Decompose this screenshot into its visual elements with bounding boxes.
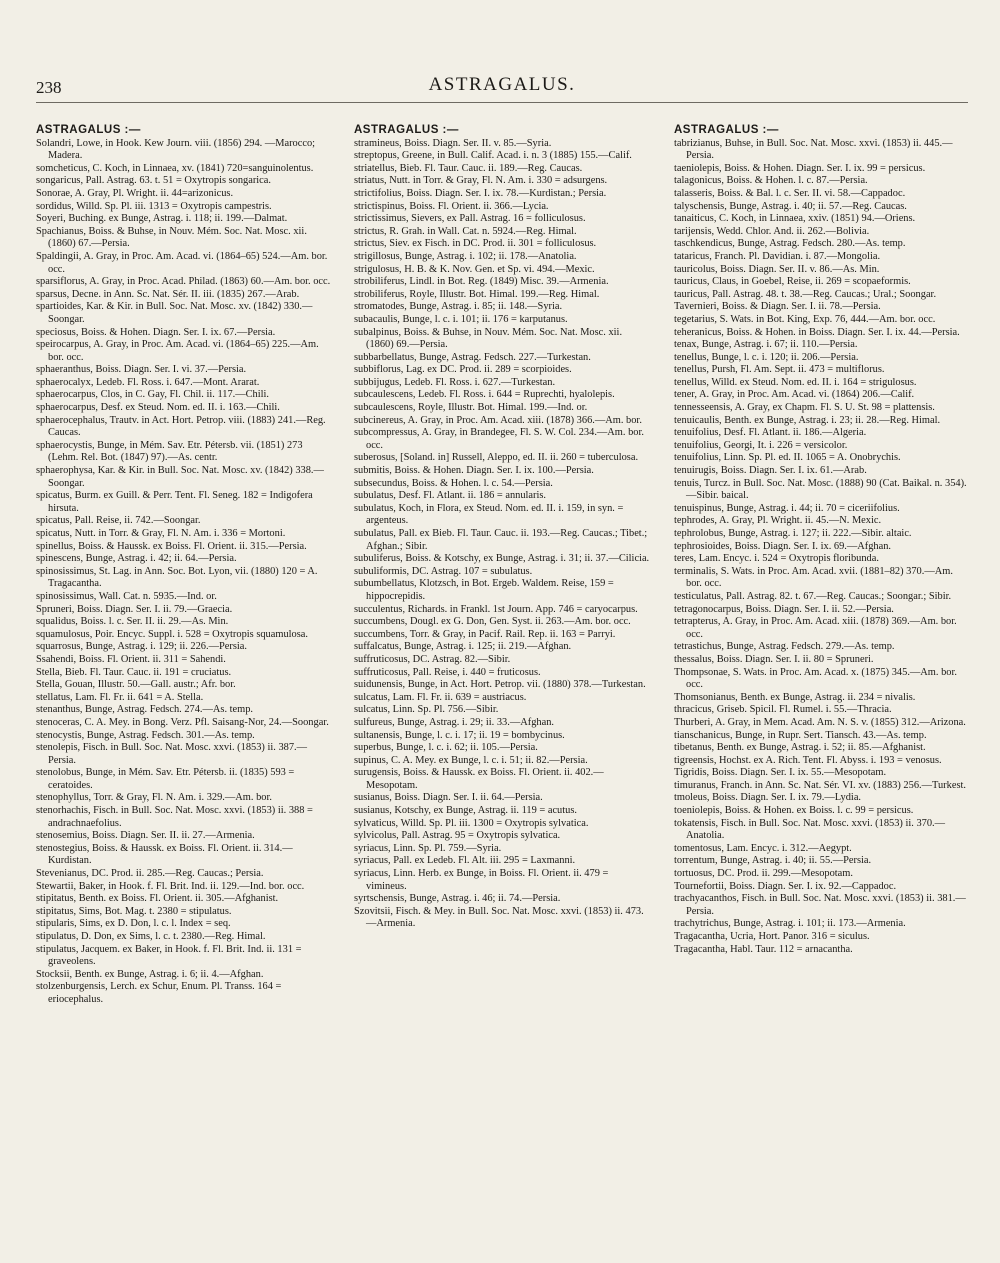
index-entry: stenocystis, Bunge, Astrag. Fedsch. 301.—As. temp. [36,729,255,741]
index-entry: tenuis, Turcz. in Bull. Soc. Nat. Mosc. (1888) 90 (Cat. Baikal. n. 354).—Sibir. baical. [674,477,967,502]
index-entry: spinellus, Boiss. & Haussk. ex Boiss. Fl. Orient. ii. 315.—Persia. [36,540,307,552]
index-entry: tetrastichus, Bunge, Astrag. Fedsch. 279.—As. temp. [674,641,895,653]
index-entry: tetragonocarpus, Boiss. Diagn. Ser. I. ii. 52.—Persia. [674,603,894,615]
index-entry: Tragacantha, Habl. Taur. 112 = arnacantha. [674,943,853,955]
index-entry: suidunensis, Bunge, in Act. Hort. Petrop. vii. (1880) 378.—Turkestan. [354,679,646,691]
index-entry: tarijensis, Wedd. Chlor. And. ii. 262.—Bolivia. [674,225,870,237]
index-entry: supinus, C. A. Mey. ex Bunge, l. c. i. 51; ii. 82.—Persia. [354,754,588,766]
index-entry: spicatus, Pall. Reise, ii. 742.—Soongar. [36,515,201,527]
index-entry: testiculatus, Pall. Astrag. 82. t. 67.—Reg. Caucas.; Soongar.; Sibir. [674,590,952,602]
index-entry: tigreensis, Hochst. ex A. Rich. Tent. Fl. Abyss. i. 193 = venosus. [674,754,942,766]
index-entry: thracicus, Griseb. Spicil. Fl. Rumel. i. 55.—Thracia. [674,704,892,716]
index-entry: sparsiflorus, A. Gray, in Proc. Acad. Philad. (1863) 60.—Am. bor. occ. [36,276,331,288]
index-entry: tanaiticus, C. Koch, in Linnaea, xxiv. (1851) 94.—Oriens. [674,213,916,225]
index-entry: tegetarius, S. Wats. in Bot. King, Exp. 76, 444.—Am. bor. occ. [674,313,936,325]
index-entry: Spaldingii, A. Gray, in Proc. Am. Acad. vi. (1864–65) 524.—Am. bor. occ. [36,250,328,275]
index-entry: syriacus, Linn. Herb. ex Bunge, in Boiss. Fl. Orient. ii. 479 = vimineus. [354,868,609,892]
index-entry: tephrosioides, Boiss. Diagn. Ser. I. ix. 69.—Afghan. [674,540,892,552]
index-entry: spinescens, Bunge, Astrag. i. 42; ii. 64.—Persia. [36,553,237,565]
index-entry: subulatus, Desf. Fl. Atlant. ii. 186 = annularis. [354,490,547,502]
column-heading: ASTRAGALUS :— [36,124,141,136]
index-entry: sphaerocystis, Bunge, in Mém. Sav. Etr. Pétersb. vii. (1851) 273 (Lehm. Rel. Bot. (1847) 97).—As. centr. [36,439,303,464]
index-entry: Thomsonianus, Benth. ex Bunge, Astrag. ii. 234 = nivalis. [674,691,916,703]
index-entry: sultanensis, Bunge, l. c. i. 17; ii. 19 = bombycinus. [354,729,565,741]
index-entry: subuliformis, DC. Astrag. 107 = subulatus. [354,565,533,577]
page-number: 238 [36,78,62,97]
index-entry: syrtschensis, Bunge, Astrag. i. 46; ii. 74.—Persia. [354,893,561,905]
index-entry: somcheticus, C. Koch, in Linnaea, xv. (1841) 720=sanguinolentus. [36,162,314,174]
index-entry: spicatus, Burm. ex Guill. & Perr. Tent. Fl. Seneg. 182 = Indigofera hirsuta. [36,490,313,514]
index-entry: tephrodes, A. Gray, Pl. Wright. ii. 45.—N. Mexic. [674,515,882,527]
index-entry: tibetanus, Benth. ex Bunge, Astrag. i. 52; ii. 85.—Afghanist. [674,742,926,754]
index-entry: strictispinus, Boiss. Fl. Orient. ii. 366.—Lycia. [354,200,549,212]
index-entry: Szovitsii, Fisch. & Mey. in Bull. Soc. Nat. Mosc. xxvi. (1853) ii. 473.—Armenia. [354,905,644,930]
index-entry: subulatus, Pall. ex Bieb. Fl. Taur. Cauc. ii. 193.—Reg. Caucas.; Tibet.; Afghan.; Sibir. [354,528,648,552]
index-entry: surugensis, Boiss. & Haussk. ex Boiss. Fl. Orient. ii. 402.—Mesopotam. [354,767,604,791]
index-entry: stromatodes, Bunge, Astrag. i. 85; ii. 148.—Syria. [354,301,563,313]
index-entry: tataricus, Franch. Pl. Davidian. i. 87.—Mongolia. [674,250,881,262]
column-2 [354,124,650,1244]
index-entry: Stella, Gouan, Illustr. 50.—Gall. austr.; Afr. bor. [36,679,236,691]
index-entry: tabrizianus, Buhse, in Bull. Soc. Nat. Mosc. xxvi. (1853) ii. 445.—Persia. [674,137,953,162]
index-entry: strictus, R. Grah. in Wall. Cat. n. 5924.—Reg. Himal. [354,225,577,237]
index-entry: sylvaticus, Willd. Sp. Pl. iii. 1300 = Oxytropis sylvatica. [354,817,589,829]
index-entry: sphaerophysa, Kar. & Kir. in Bull. Soc. Nat. Mosc. xv. (1842) 338.—Soongar. [36,465,324,489]
running-title: ASTRAGALUS. [428,74,576,95]
index-entry: taschkendicus, Bunge, Astrag. Fedsch. 280.—As. temp. [674,238,906,250]
index-entry: tenuispinus, Bunge, Astrag. i. 44; ii. 70 = ciceriifolius. [674,502,900,514]
index-entry: stipitatus, Benth. ex Boiss. Fl. Orient. ii. 305.—Afghanist. [36,893,279,905]
index-entry: strictifolius, Boiss. Diagn. Ser. I. ix. 78.—Kurdistan.; Persia. [354,187,607,199]
index-entry: tmoleus, Boiss. Diagn. Ser. I. ix. 79.—Lydia. [674,792,862,804]
index-entry: striatellus, Bieb. Fl. Taur. Cauc. ii. 189.—Reg. Caucas. [354,162,583,174]
index-entry: speirocarpus, A. Gray, in Proc. Am. Acad. vi. (1864–65) 225.—Am. bor. occ. [36,339,319,363]
index-entry: striatus, Nutt. in Torr. & Gray, Fl. N. Am. i. 330 = adsurgens. [354,175,608,187]
index-entry: strobiliferus, Royle, Illustr. Bot. Himal. 199.—Reg. Himal. [354,288,600,300]
index-entry: stolzenburgensis, Lerch. ex Schur, Enum. Pl. Transs. 164 = eriocephalus. [36,981,282,1005]
index-entry: subcaulescens, Royle, Illustr. Bot. Himal. 199.—Ind. or. [354,402,588,414]
index-entry: Stocksii, Benth. ex Bunge, Astrag. i. 6; ii. 4.—Afghan. [36,968,264,980]
index-entry: sphaerocarpus, Clos, in C. Gay, Fl. Chil. ii. 117.—Chili. [36,389,270,401]
index-entry: subsecundus, Boiss. & Hohen. l. c. 54.—Persia. [354,477,553,489]
index-entry: subacaulis, Bunge, l. c. i. 101; ii. 176 = karputanus. [354,313,568,325]
index-entry: susianus, Kotschy, ex Bunge, Astrag. ii. 119 = acutus. [354,805,577,817]
index-entry: Sonorae, A. Gray, Pl. Wright. ii. 44=arizonicus. [36,187,234,199]
index-entry: toeniolepis, Boiss. & Hohen. ex Boiss. l. c. 99 = persicus. [674,805,914,817]
index-entry: spinosissimus, St. Lag. in Ann. Soc. Bot. Lyon, vii. (1880) 120 = A. Tragacantha. [36,565,318,590]
index-entry: taeniolepis, Boiss. & Hohen. Diagn. Ser. I. ix. 99 = persicus. [674,162,926,174]
index-entry: stipulatus, Jacquem. ex Baker, in Hook. f. Fl. Brit. Ind. ii. 131 = graveolens. [36,943,302,968]
index-entry: tennesseensis, A. Gray, ex Chapm. Fl. S. U. St. 98 = plattensis. [674,402,935,414]
index-entry: terminalis, S. Wats. in Proc. Am. Acad. xvii. (1881–82) 370.—Am. bor. occ. [674,565,953,590]
page-header [36,70,968,110]
index-entry: stenolepis, Fisch. in Bull. Soc. Nat. Mosc. xxvi. (1853) ii. 387.—Persia. [36,742,308,766]
index-entry: suffruticosus, DC. Astrag. 82.—Sibir. [354,653,511,665]
index-entry: Stewartii, Baker, in Hook. f. Fl. Brit. Ind. ii. 129.—Ind. bor. occ. [36,880,305,892]
index-entry: strigillosus, Bunge, Astrag. i. 102; ii. 178.—Anatolia. [354,250,577,262]
index-entry: stenanthus, Bunge, Astrag. Fedsch. 274.—As. temp. [36,704,254,716]
index-entry: tauricolus, Boiss. Diagn. Ser. II. v. 86.—As. Min. [674,263,880,275]
index-entry: subbarbellatus, Bunge, Astrag. Fedsch. 227.—Turkestan. [354,351,591,363]
index-entry: spicatus, Nutt. in Torr. & Gray, Fl. N. Am. i. 336 = Mortoni. [36,528,286,539]
index-entry: squarrosus, Bunge, Astrag. i. 129; ii. 226.—Persia. [36,641,247,653]
index-entry: sulcatus, Linn. Sp. Pl. 756.—Sibir. [354,704,499,716]
index-entry: subcompressus, A. Gray, in Brandegee, Fl. S. W. Col. 234.—Am. bor. occ. [354,427,644,451]
index-entry: streptopus, Greene, in Bull. Calif. Acad. i. n. 3 (1885) 155.—Calif. [354,150,632,162]
index-entry: tener, A. Gray, in Proc. Am. Acad. vi. (1864) 206.—Calif. [674,389,915,401]
index-entry: tianschanicus, Bunge, in Rupr. Sert. Tiansch. 43.—As. temp. [674,729,927,741]
index-entry: thessalus, Boiss. Diagn. Ser. I. ii. 80 = Spruneri. [674,653,874,665]
index-entry: stenorhachis, Fisch. in Bull. Soc. Nat. Mosc. xxvi. (1853) ii. 388 = andrachnaefolius. [36,805,313,829]
index-entry: tenellus, Pursh, Fl. Am. Sept. ii. 473 = multiflorus. [674,364,885,376]
index-entry: Spruneri, Boiss. Diagn. Ser. I. ii. 79.—Graecia. [36,603,233,615]
index-entry: spartioides, Kar. & Kir. in Bull. Soc. Nat. Mosc. xv. (1842) 330.—Soongar. [36,301,313,325]
index-entry: Soyeri, Buching. ex Bunge, Astrag. i. 118; ii. 199.—Dalmat. [36,213,288,225]
column-1 [36,124,332,1244]
index-entry: tenuifolius, Linn. Sp. Pl. ed. II. 1065 = A. Onobrychis. [674,452,901,464]
index-entry: songaricus, Pall. Astrag. 63. t. 51 = Oxytropis songarica. [36,175,272,187]
index-entry: squalidus, Boiss. l. c. Ser. II. ii. 29.—As. Min. [36,616,229,628]
index-entry: sphaeranthus, Boiss. Diagn. Ser. I. vi. 37.—Persia. [36,364,247,376]
index-entry: subcaulescens, Ledeb. Fl. Ross. i. 644 = Ruprechti, hyalolepis. [354,389,615,401]
index-entry: susianus, Boiss. Diagn. Ser. I. ii. 64.—Persia. [354,792,543,804]
index-entry: tauricus, Claus, in Goebel, Reise, ii. 269 = scopaeformis. [674,276,911,288]
index-entry: Ssahendi, Boiss. Fl. Orient. ii. 311 = Sahendi. [36,653,226,665]
index-entry: stenophyllus, Torr. & Gray, Fl. N. Am. i. 329.—Am. bor. [36,792,272,804]
index-entry: Solandri, Lowe, in Hook. Kew Journ. viii. (1856) 294. —Marocco; Madera. [36,137,316,162]
index-entry: stenosemius, Boiss. Diagn. Ser. II. ii. 27.—Armenia. [36,830,255,842]
index-entry: suffalcatus, Bunge, Astrag. i. 125; ii. 219.—Afghan. [354,641,572,653]
index-entry: stipulatus, D. Don, ex Sims, l. c. t. 2380.—Reg. Himal. [36,931,266,942]
index-entry: subcinereus, A. Gray, in Proc. Am. Acad. xiii. (1878) 366.—Am. bor. [354,414,642,426]
index-entry: talyschensis, Bunge, Astrag. i. 40; ii. 57.—Reg. Caucas. [674,200,907,212]
index-entry: subbiflorus, Lag. ex DC. Prod. ii. 289 = scorpioides. [354,364,572,376]
index-entry: talasseris, Boiss. & Bal. l. c. Ser. II. vi. 58.—Cappadoc. [674,187,906,199]
index-entry: sphaerocephalus, Trautv. in Act. Hort. Petrop. viii. (1883) 241.—Reg. Caucas. [36,414,326,439]
index-entry: sparsus, Decne. in Ann. Sc. Nat. Sér. II. iii. (1835) 267.—Arab. [36,288,300,300]
index-entry: tenellus, Willd. ex Steud. Nom. ed. II. i. 164 = strigulosus. [674,376,917,388]
column-heading: ASTRAGALUS :— [354,124,459,136]
index-entry: succulentus, Richards. in Frankl. 1st Journ. App. 746 = caryocarpus. [354,603,638,615]
index-entry: stipularis, Sims, ex D. Don, l. c. l. Index = seq. [36,918,231,930]
index-entry: Thurberi, A. Gray, in Mem. Acad. Am. N. S. v. (1855) 312.—Arizona. [674,716,966,728]
index-entry: stipitatus, Sims, Bot. Mag. t. 2380 = stipulatus. [36,905,232,917]
index-entry: stenolobus, Bunge, in Mém. Sav. Etr. Pétersb. ii. (1835) 593 = ceratoides. [36,767,295,791]
index-entry: tenuifolius, Desf. Fl. Atlant. ii. 186.—Algeria. [674,427,867,439]
index-entry: tenuirugis, Boiss. Diagn. Ser. I. ix. 61.—Arab. [674,465,867,477]
index-entry: tenuifolius, Georgi, It. i. 226 = versicolor. [674,439,848,451]
index-entry: stellatus, Lam. Fl. Fr. ii. 641 = A. Stella. [36,691,204,703]
index-entry: Spachianus, Boiss. & Buhse, in Nouv. Mém. Soc. Nat. Mosc. xii. (1860) 67.—Persia. [36,225,307,250]
index-entry: strigulosus, H. B. & K. Nov. Gen. et Sp. vi. 494.—Mexic. [354,263,595,275]
index-entry: spinosissimus, Wall. Cat. n. 5935.—Ind. or. [36,590,217,602]
index-entry: sphaerocalyx, Ledeb. Fl. Ross. i. 647.—Mont. Ararat. [36,376,260,388]
index-entry: tetrapterus, A. Gray, in Proc. Am. Acad. xiii. (1878) 369.—Am. bor. occ. [674,616,957,640]
index-entry: superbus, Bunge, l. c. i. 62; ii. 105.—Persia. [354,742,538,754]
index-entry: timuranus, Franch. in Ann. Sc. Nat. Sér. VI. xv. (1883) 256.—Turkest. [674,779,966,791]
index-entry: syriacus, Linn. Sp. Pl. 759.—Syria. [354,842,502,854]
index-entry: tephrolobus, Bunge, Astrag. i. 127; ii. 222.—Sibir. altaic. [674,528,912,539]
index-entry: torrentum, Bunge, Astrag. i. 40; ii. 55.—Persia. [674,855,872,867]
index-entry: subumbellatus, Klotzsch, in Bot. Ergeb. Waldem. Reise, 159 = hippocrepidis. [354,578,614,602]
header-rule [36,102,968,103]
index-entry: Stella, Bieb. Fl. Taur. Cauc. ii. 191 = cruciatus. [36,666,232,678]
index-entry: Tournefortii, Boiss. Diagn. Ser. I. ix. 92.—Cappadoc. [674,880,897,892]
index-entry: subuliferus, Boiss. & Kotschy, ex Bunge, Astrag. i. 31; ii. 37.—Cilicia. [354,553,650,565]
column-3 [674,124,970,1244]
index-entry: Thompsonae, S. Wats. in Proc. Am. Acad. x. (1875) 345.—Am. bor. occ. [674,666,957,691]
index-entry: teres, Lam. Encyc. i. 524 = Oxytropis floribunda. [674,553,879,565]
index-entry: tauricus, Pall. Astrag. 48. t. 38.—Reg. Caucas.; Ural.; Soongar. [674,288,937,300]
index-entry: trachyacanthos, Fisch. in Bull. Soc. Nat. Mosc. xxvi. (1853) ii. 381.—Persia. [674,893,966,917]
index-entry: suffruticosus, Pall. Reise, i. 440 = fruticosus. [354,666,541,678]
index-entry: subbijugus, Ledeb. Fl. Ross. i. 627.—Turkestan. [354,376,556,388]
index-entry: tortuosus, DC. Prod. ii. 299.—Mesopotam. [674,868,853,880]
index-entry: Tragacantha, Ucria, Hort. Panor. 316 = siculus. [674,931,870,942]
index-entry: tenuicaulis, Benth. ex Bunge, Astrag. i. 23; ii. 28.—Reg. Himal. [674,414,941,426]
index-entry: strobiliferus, Lindl. in Bot. Reg. (1849) Misc. 39.—Armenia. [354,276,609,288]
index-entry: tomentosus, Lam. Encyc. i. 312.—Aegypt. [674,842,852,854]
index-entry: Stevenianus, DC. Prod. ii. 285.—Reg. Caucas.; Persia. [36,868,264,880]
index-entry: speciosus, Boiss. & Hohen. Diagn. Ser. I. ix. 67.—Persia. [36,326,276,338]
index-entry: strictissimus, Sievers, ex Pall. Astrag. 16 = folliculosus. [354,213,586,225]
index-entry: Tavernieri, Boiss. & Diagn. Ser. I. ii. 78.—Persia. [674,301,881,313]
index-entry: sordidus, Willd. Sp. Pl. iii. 1313 = Oxytropis campestris. [36,200,272,212]
index-entry: tenax, Bunge, Astrag. i. 67; ii. 110.—Persia. [674,339,858,351]
index-entry: syriacus, Pall. ex Ledeb. Fl. Alt. iii. 295 = Laxmanni. [354,855,576,867]
index-entry: stenostegius, Boiss. & Haussk. ex Boiss. Fl. Orient. ii. 314.—Kurdistan. [36,842,293,867]
index-entry: trachytrichus, Bunge, Astrag. i. 101; ii. 173.—Armenia. [674,918,906,930]
index-entry: submitis, Boiss. & Hohen. Diagn. Ser. I. ix. 100.—Persia. [354,465,594,477]
index-entry: talagonicus, Boiss. & Hohen. l. c. 87.—Persia. [674,175,868,187]
index-entry: succumbens, Torr. & Gray, in Pacif. Rail. Rep. ii. 163 = Parryi. [354,628,616,640]
index-entry: subulatus, Koch, in Flora, ex Steud. Nom. ed. II. i. 159, in syn. = argenteus. [354,502,624,527]
index-entry: Tigridis, Boiss. Diagn. Ser. I. ix. 55.—Mesopotam. [674,767,887,779]
column-heading: ASTRAGALUS :— [674,124,779,136]
index-entry: tokatensis, Fisch. in Bull. Soc. Nat. Mosc. xxvi. (1853) ii. 370.—Anatolia. [674,817,946,842]
index-entry: succumbens, Dougl. ex G. Don, Gen. Syst. ii. 263.—Am. bor. occ. [354,616,631,628]
index-entry: tenellus, Bunge, l. c. i. 120; ii. 206.—Persia. [674,351,859,363]
index-entry: squamulosus, Poir. Encyc. Suppl. i. 528 = Oxytropis squamulosa. [36,628,308,640]
index-entry: strictus, Siev. ex Fisch. in DC. Prod. ii. 301 = folliculosus. [354,238,597,250]
index-entry: subalpinus, Boiss. & Buhse, in Nouv. Mém. Soc. Nat. Mosc. xii. (1860) 69.—Persia. [354,326,623,351]
index-entry: sulcatus, Lam. Fl. Fr. ii. 639 = austriacus. [354,691,527,703]
index-entry: teheranicus, Boiss. & Hohen. in Boiss. Diagn. Ser. I. ix. 44.—Persia. [674,326,960,338]
index-entry: stramineus, Boiss. Diagn. Ser. II. v. 85.—Syria. [354,137,552,149]
index-entry: suberosus, [Soland. in] Russell, Aleppo, ed. II. ii. 260 = tuberculosa. [354,452,639,464]
index-entry: sulfureus, Bunge, Astrag. i. 29; ii. 33.—Afghan. [354,716,554,728]
index-entry: stenoceras, C. A. Mey. in Bong. Verz. Pfl. Saisang-Nor, 24.—Soongar. [36,716,329,728]
index-entry: sphaerocarpus, Desf. ex Steud. Nom. ed. II. i. 163.—Chili. [36,402,280,414]
index-entry: sylvicolus, Pall. Astrag. 95 = Oxytropis sylvatica. [354,830,561,842]
